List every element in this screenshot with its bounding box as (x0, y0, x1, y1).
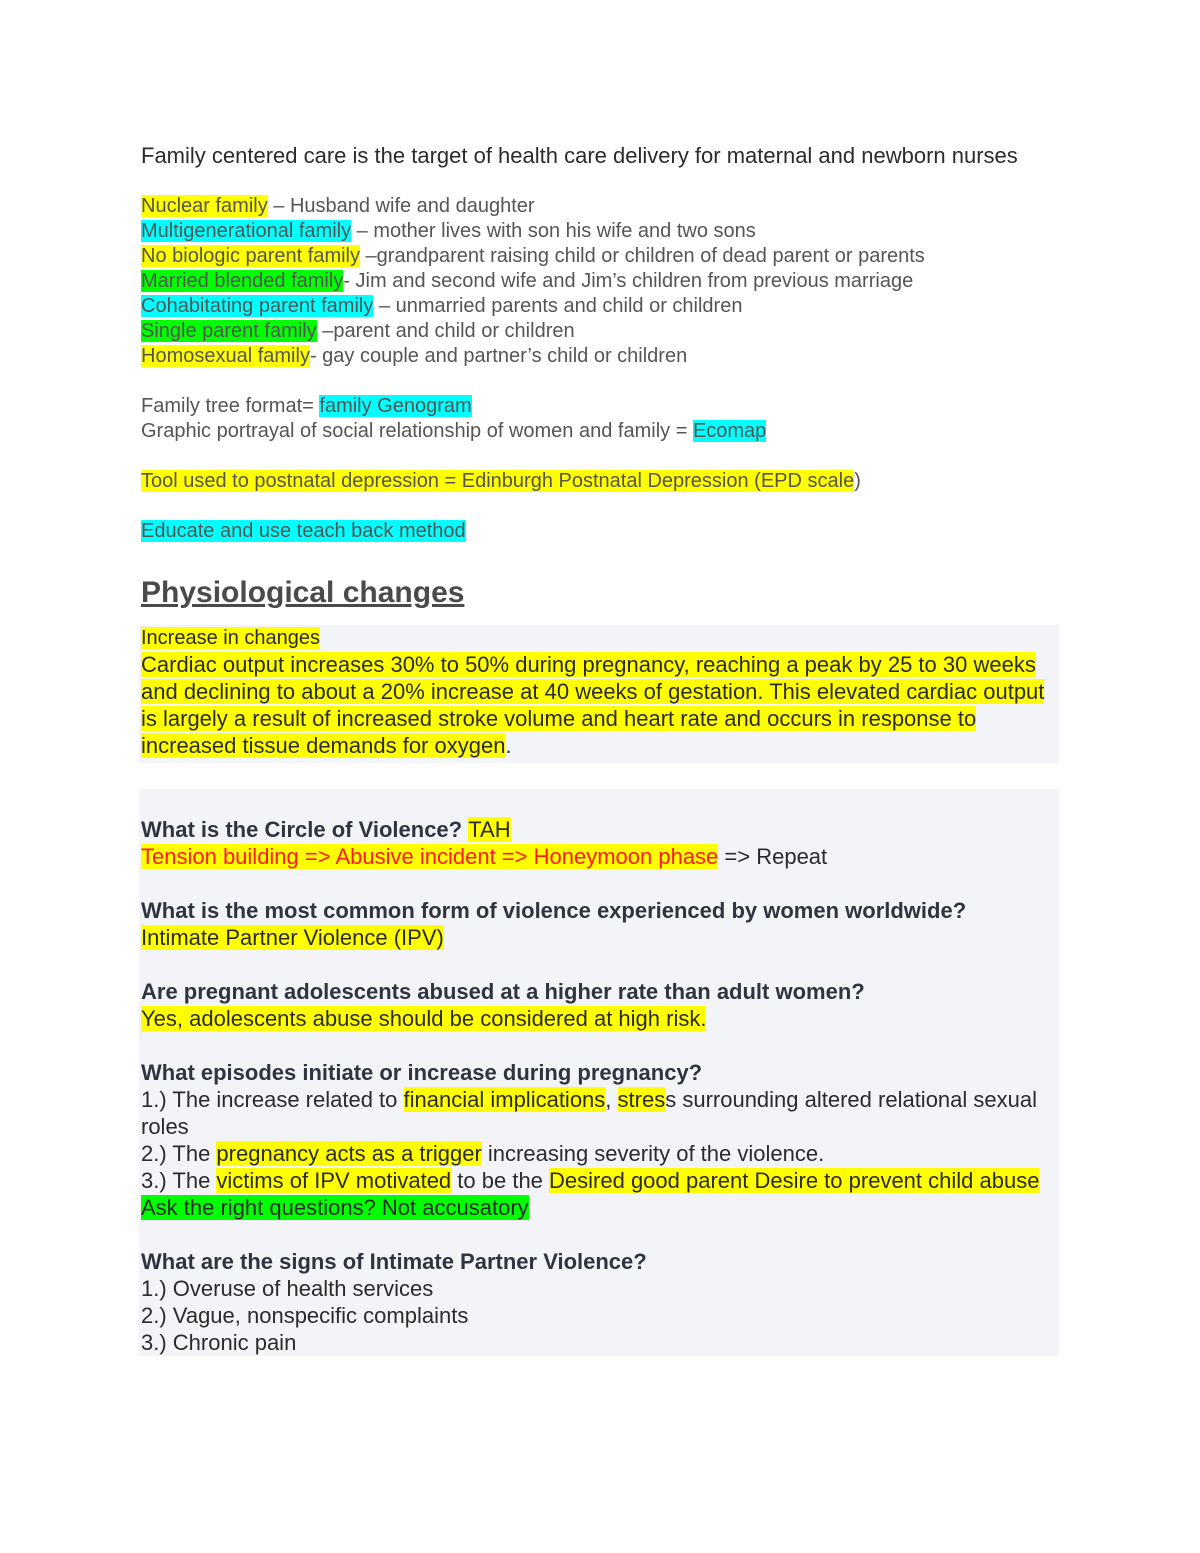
spacer (141, 169, 1059, 194)
adolescents-question (141, 978, 1057, 1005)
signs-item-1: 1.) Overuse of health services (141, 1276, 434, 1301)
signs-question (141, 1248, 1057, 1275)
circle-answer-line (141, 843, 1057, 870)
family-desc: - Jim and second wife and Jim’s children from previous marriage (343, 270, 914, 292)
family-item-married-blended (141, 269, 1059, 294)
family-term: Single parent family (141, 320, 317, 342)
item-highlight: Desired good parent Desire to prevent child abuse (549, 1168, 1040, 1193)
changes-label: Increase in changes (141, 627, 321, 649)
cardiac-output-paragraph (141, 651, 1057, 759)
circle-repeat: => Repeat (718, 844, 828, 869)
spacer (141, 444, 1059, 469)
family-term: Multigenerational family (141, 220, 352, 242)
family-term: Cohabitating parent family (141, 295, 374, 317)
item-text: 3.) The (141, 1168, 217, 1193)
document-body (141, 142, 1059, 1356)
item-highlight: financial implications (403, 1087, 606, 1112)
changes-label-line (141, 625, 1057, 651)
cardiac-output-text-1: Cardiac output increases 30% to 50% during pregnancy, reaching a peak by 25 to 30 weeks and declining to about a 20% increase at 40 weeks of gestation. (141, 652, 1036, 704)
circle-tag: TAH (468, 817, 511, 842)
circle-question-line (141, 816, 1057, 843)
question-text: What is the most common form of violence experienced by women worldwide? (141, 898, 967, 923)
item-text: 1.) The increase related to (141, 1087, 404, 1112)
item-text: 2.) The (141, 1141, 217, 1166)
family-item-single-parent (141, 319, 1059, 344)
question-text: What are the signs of Intimate Partner Violence? (141, 1249, 647, 1274)
circle-cycle: Tension building => Abusive incident => Honeymoon phase (141, 844, 719, 869)
section-heading: Physiological changes (141, 576, 465, 609)
genogram-line (141, 394, 1059, 419)
adolescents-answer-line (141, 1005, 1057, 1032)
item-highlight: pregnancy acts as a trigger (216, 1141, 482, 1166)
common-form-question (141, 897, 1057, 924)
family-term: Homosexual family (141, 345, 310, 367)
family-term: Married blended family (141, 270, 344, 292)
item-text: , (605, 1087, 618, 1112)
genogram-label: Family tree format= (141, 395, 320, 417)
family-desc: – mother lives with son his wife and two sons (351, 220, 756, 242)
family-term: Nuclear family (141, 195, 268, 217)
adolescents-answer: Yes, adolescents abuse should be considered at high risk. (141, 1006, 707, 1031)
ecomap-label: Graphic portrayal of social relationship of women and family = (141, 420, 693, 442)
item-text: increasing severity of the violence. (481, 1141, 825, 1166)
common-form-answer-line (141, 924, 1057, 951)
cardiac-output-period: . (505, 733, 512, 758)
family-item-no-biologic (141, 244, 1059, 269)
spacer (141, 951, 1057, 978)
spacer (141, 1032, 1057, 1059)
spacer (141, 870, 1057, 897)
teach-back-line (141, 519, 1059, 544)
cardiac-output-text-2: This elevated cardiac output is largely a result of increased stroke volume and heart rate and occurs in response to increased tissue demands for oxygen (141, 679, 1045, 758)
episodes-item-3 (141, 1167, 1057, 1194)
signs-item-2: 2.) Vague, nonspecific complaints (141, 1303, 469, 1328)
signs-item-3: 3.) Chronic pain (141, 1330, 297, 1355)
item-text: s surrounding altered relational sexual roles (141, 1087, 1037, 1139)
intro-paragraph: Family centered care is the target of health care delivery for maternal and newborn nurses (141, 143, 1018, 168)
teach-back-text: Educate and use teach back method (141, 520, 466, 542)
ask-right-questions: Ask the right questions? Not accusatory (141, 1195, 529, 1220)
episodes-item-1 (141, 1086, 1057, 1140)
epd-tool-close: ) (854, 470, 861, 492)
epd-tool-line (141, 469, 1059, 494)
ask-right-questions-line (141, 1194, 1057, 1221)
episodes-item-2 (141, 1140, 1057, 1167)
item-highlight: stres (617, 1087, 666, 1112)
cardiac-output-box (139, 625, 1059, 763)
ecomap-line (141, 419, 1059, 444)
question-text: Are pregnant adolescents abused at a higher rate than adult women? (141, 979, 865, 1004)
family-desc: – unmarried parents and child or children (373, 295, 743, 317)
spacer (141, 494, 1059, 519)
family-item-homosexual (141, 344, 1059, 369)
family-desc: –parent and child or children (316, 320, 575, 342)
circle-question: What is the Circle of Violence? (141, 817, 469, 842)
ecomap-value: Ecomap (692, 420, 767, 442)
spacer (141, 369, 1059, 394)
common-form-answer: Intimate Partner Violence (IPV) (141, 925, 444, 950)
family-desc: - gay couple and partner’s child or children (309, 345, 688, 367)
epd-tool-text: Tool used to postnatal depression = Edinburgh Postnatal Depression (EPD scale (141, 470, 855, 492)
violence-qa-box (139, 789, 1059, 1356)
family-item-multigenerational (141, 219, 1059, 244)
item-highlight: victims of IPV motivated (216, 1168, 452, 1193)
family-item-cohabitating (141, 294, 1059, 319)
item-text: to be the (451, 1168, 550, 1193)
family-desc: –grandparent raising child or children of dead parent or parents (360, 245, 925, 267)
genogram-value: family Genogram (319, 395, 472, 417)
family-item-nuclear (141, 194, 1059, 219)
family-desc: – Husband wife and daughter (267, 195, 535, 217)
episodes-question (141, 1059, 1057, 1086)
spacer (141, 1221, 1057, 1248)
family-types-list (141, 194, 1059, 369)
question-text: What episodes initiate or increase during pregnancy? (141, 1060, 703, 1085)
family-term: No biologic parent family (141, 245, 360, 267)
